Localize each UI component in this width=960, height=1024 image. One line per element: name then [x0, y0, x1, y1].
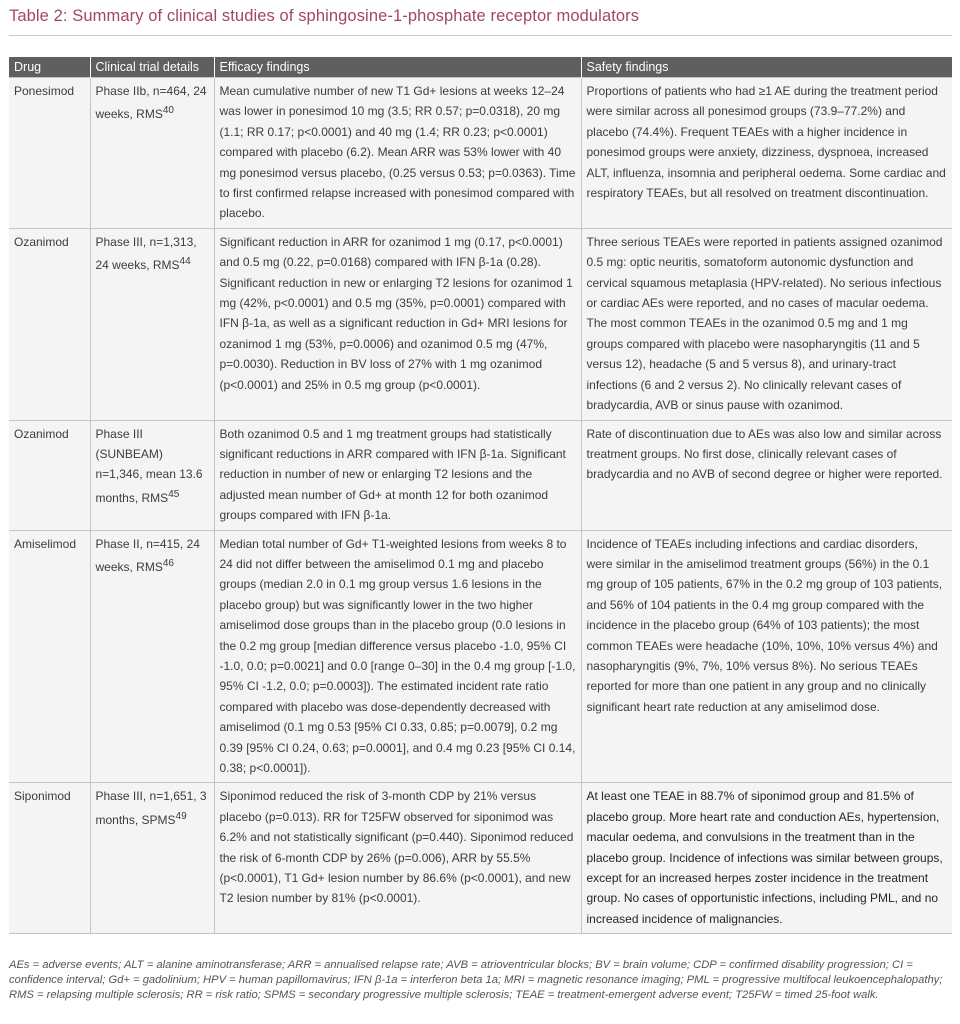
reference-number: 40	[162, 105, 174, 117]
cell-safety: Three serious TEAEs were reported in patients assigned ozanimod 0.5 mg: optic neuritis, somatoform autonomic dysfunction and cervical squamous metaplasia (HPV-related). No serious infectious or cardiac AEs were reported, and no cases of macular oedema. The most common TEAEs in the ozanimod 0.5 mg and 1 mg groups compared with placebo were nasopharyngitis (11 and 5 versus 12), headache (5 and 5 versus 8), and urinary-tract infections (6 and 2 versus 2). No clinically relevant cases of bradycardia, AVB or sinus pause with ozanimod.	[581, 228, 952, 420]
header-drug: Drug	[9, 57, 90, 78]
table-row-amiselimod	[9, 530, 952, 783]
cell-safety: Proportions of patients who had ≥1 AE during the treatment period were similar across all ponesimod groups (73.9–77.2%) and placebo (74.4%). Frequent TEAEs with a higher incidence in ponesimod groups were anxiety, dizziness, dyspnoea, increased ALT, influenza, insomnia and peripheral oedema. Some cardiac and respiratory TEAEs, but all resolved on treatment discontinuation.	[581, 78, 952, 229]
header-safety: Safety findings	[581, 57, 952, 78]
cell-efficacy: Significant reduction in ARR for ozanimod 1 mg (0.17, p<0.0001) and 0.5 mg (0.22, p=0.0168) compared with IFN β-1a (0.28). Significant reduction in new or enlarging T2 lesions for ozanimod 1 mg (42%, p<0.0001) and 0.5 mg (35%, p=0.0001) compared with IFN β-1a, as well as a significant reduction in Gd+ MRI lesions for ozanimod 1 mg (53%, p=0.0006) and ozanimod 0.5 mg (47%, p=0.0030). Reduction in BV loss of 27% with 1 mg ozanimod (p<0.0001) and 25% in 0.5 mg group (p<0.0001).	[214, 228, 581, 420]
reference-number: 45	[168, 488, 180, 500]
reference-number: 49	[175, 810, 187, 822]
cell-drug: Ozanimod	[9, 228, 90, 420]
cell-trial	[90, 783, 214, 934]
table-title: Table 2: Summary of clinical studies of sphingosine-1-phosphate receptor modulators	[9, 7, 640, 25]
cell-trial	[90, 78, 214, 229]
cell-safety: Incidence of TEAEs including infections and cardiac disorders, were similar in the amiselimod treatment groups (56%) in the 0.1 mg group of 105 patients, 67% in the 0.2 mg group of 103 patients, and 56% of 104 patients in the 0.4 mg group compared with the incidence in the placebo group (64% of 103 patients); the most common TEAEs were headache (10%, 10%, 10% versus 4%) and nasopharyngitis (9%, 7%, 10% versus 8%). No serious TEAEs reported for more than one patient in any group and no clinically significant heart rate reduction at any amiselimod dose.	[581, 530, 952, 783]
cell-trial	[90, 530, 214, 783]
cell-efficacy: Siponimod reduced the risk of 3-month CDP by 21% versus placebo (p=0.013). RR for T25FW observed for siponimod was 6.2% and not statistically significant (p=0.440). Siponimod reduced the risk of 6-month CDP by 26% (p=0.006), ARR by 55.5% (p<0.0001), T1 Gd+ lesion number by 86.6% (p<0.0001), and new T2 lesion number by 81% (p<0.0001).	[214, 783, 581, 934]
cell-drug: Ozanimod	[9, 420, 90, 530]
summary-table	[9, 57, 952, 934]
cell-efficacy: Both ozanimod 0.5 and 1 mg treatment groups had statistically significant reductions in ARR compared with IFN β-1a. Significant reduction in number of new or enlarging T2 lesions and the adjusted mean number of Gd+ at month 12 for both ozanimod groups compared with IFN β-1a.	[214, 420, 581, 530]
header-trial: Clinical trial details	[90, 57, 214, 78]
trial-text: Phase III, n=1,313, 24 weeks, RMS	[95, 234, 197, 273]
table-row-ponesimod	[9, 78, 952, 229]
table-row-ozanimod-2	[9, 420, 952, 530]
title-divider	[9, 35, 952, 36]
table-header-row	[9, 57, 952, 78]
header-efficacy: Efficacy findings	[214, 57, 581, 78]
cell-efficacy: Median total number of Gd+ T1-weighted lesions from weeks 8 to 24 did not differ between the amiselimod 0.1 mg and placebo groups (median 2.0 in 0.1 mg group versus 1.6 lesions in the placebo group) but was significantly lower in the two higher amiselimod dose groups than in the placebo group (0.0 lesions in the 0.2 mg group [median difference versus placebo -1.0, 95% CI -1.0, 0.0; p=0.0021] and 0.0 [range 0–30] in the 0.4 mg group [-1.0, 95% CI -1.2, 0.0; p=0.0003]). The estimated incident rate ratio compared with placebo was dose-dependently decreased with amiselimod (0.1 mg 0.53 [95% CI 0.33, 0.85; p=0.0079], 0.2 mg 0.39 [95% CI 0.24, 0.63; p=0.0001], and 0.4 mg 0.23 [95% CI 0.14, 0.38; p<0.0001]).	[214, 530, 581, 783]
table-row-siponimod	[9, 783, 952, 934]
cell-drug: Ponesimod	[9, 78, 90, 229]
table-row-ozanimod-1	[9, 228, 952, 420]
trial-text: Phase III, n=1,651, 3 months, SPMS	[95, 789, 207, 827]
cell-trial	[90, 228, 214, 420]
cell-efficacy: Mean cumulative number of new T1 Gd+ lesions at weeks 12–24 was lower in ponesimod 10 mg (3.5; RR 0.57; p=0.0318), 20 mg (1.1; RR 0.17; p<0.0001) and 40 mg (1.4; RR 0.23; p<0.0001) compared with placebo (6.2). Mean ARR was 53% lower with 40 mg ponesimod versus placebo, (0.25 versus 0.53; p=0.0363). Time to first confirmed relapse increased with ponesimod compared with placebo.	[214, 78, 581, 229]
cell-safety: At least one TEAE in 88.7% of siponimod group and 81.5% of placebo group. More heart rate and conduction AEs, hypertension, macular oedema, and convulsions in the treatment than in the placebo group. Incidence of infections was similar between groups, except for an increased herpes zoster incidence in the treatment group. No cases of opportunistic infections, including PML, and no increased incidence of malignancies.	[581, 783, 952, 934]
cell-drug: Amiselimod	[9, 530, 90, 783]
trial-text: Phase II, n=415, 24 weeks, RMS	[95, 536, 200, 574]
cell-drug: Siponimod	[9, 783, 90, 934]
cell-safety: Rate of discontinuation due to AEs was also low and similar across treatment groups. No first dose, clinically relevant cases of bradycardia and no AVB of second degree or higher were reported.	[581, 420, 952, 530]
trial-text: Phase III (SUNBEAM) n=1,346, mean 13.6 months, RMS	[95, 426, 203, 505]
abbreviations-footnote: AEs = adverse events; ALT = alanine aminotransferase; ARR = annualised relapse rate; AVB = atrioventricular blocks; BV = brain volume; CDP = confirmed disability progression; CI = confidence interval; Gd+ = gadolinium; HPV = human papillomavirus; IFN β-1a = interferon beta 1a; MRI = magnetic resonance imaging; PML = progressive multifocal leukoencephalopathy; RMS = relapsing multiple sclerosis; RR = risk ratio; SPMS = secondary progressive multiple sclerosis; TEAE = treatment-emergent adverse event; T25FW = timed 25-foot walk.	[9, 959, 943, 1001]
cell-trial	[90, 420, 214, 530]
reference-number: 46	[162, 557, 174, 569]
trial-text: Phase IIb, n=464, 24 weeks, RMS	[95, 84, 207, 122]
reference-number: 44	[179, 256, 191, 268]
